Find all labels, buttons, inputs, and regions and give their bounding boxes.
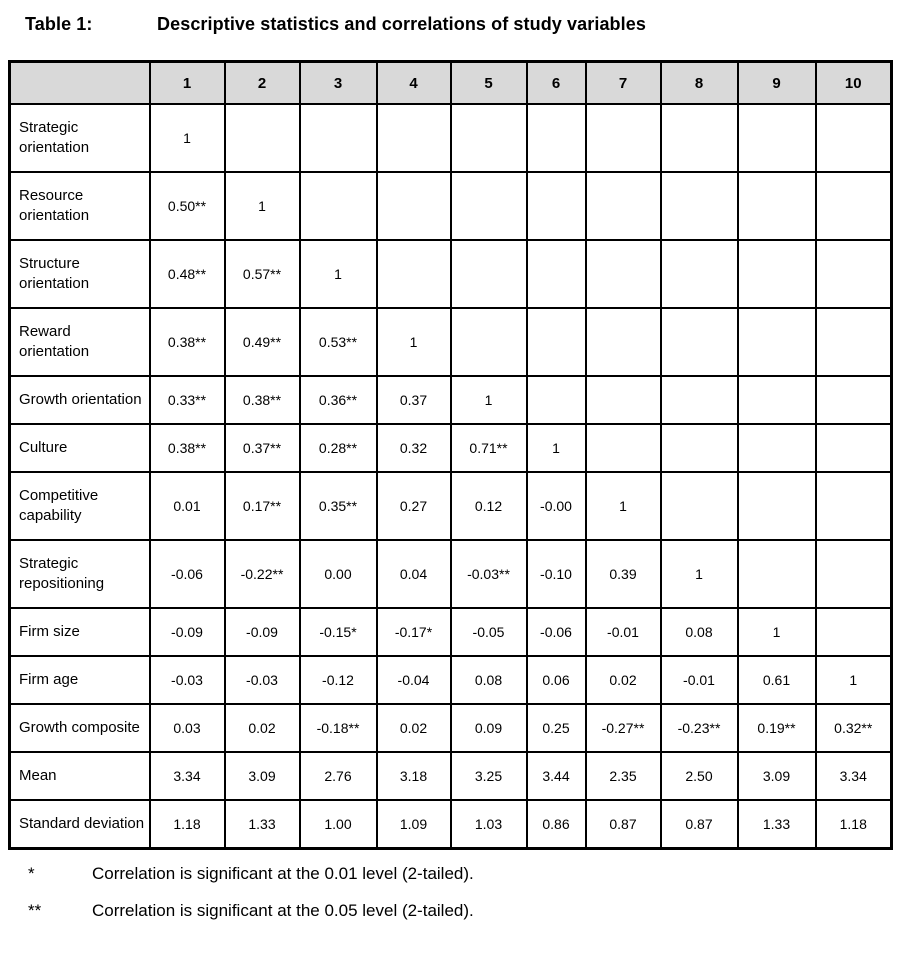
table-cell: 1.03 xyxy=(451,800,527,849)
table-cell: 1.33 xyxy=(225,800,300,849)
table-cell: 0.71** xyxy=(451,424,527,472)
table-cell: 1.18 xyxy=(816,800,892,849)
table-cell xyxy=(816,172,892,240)
table-cell xyxy=(527,240,586,308)
table-cell xyxy=(816,540,892,608)
table-cell xyxy=(816,376,892,424)
table-row xyxy=(10,800,892,849)
table-cell: -0.04 xyxy=(377,656,451,704)
table-cell: 0.02 xyxy=(225,704,300,752)
table-cell: 1 xyxy=(586,472,661,540)
table-row xyxy=(10,104,892,172)
footnote-marker: ** xyxy=(28,901,42,920)
table-cell xyxy=(816,472,892,540)
table-cell: -0.17* xyxy=(377,608,451,656)
table-cell: 0.49** xyxy=(225,308,300,376)
row-label: Strategic orientation xyxy=(10,104,150,172)
table-cell: 1 xyxy=(300,240,377,308)
table-cell: 1 xyxy=(225,172,300,240)
table-cell: 0.38** xyxy=(225,376,300,424)
table-cell xyxy=(738,104,816,172)
table-cell xyxy=(586,172,661,240)
table-cell: 1 xyxy=(816,656,892,704)
table-cell: 0.37 xyxy=(377,376,451,424)
table-cell: -0.23** xyxy=(661,704,738,752)
table-cell xyxy=(377,240,451,308)
table-cell: 0.19** xyxy=(738,704,816,752)
table-cell: 0.53** xyxy=(300,308,377,376)
table-cell xyxy=(738,308,816,376)
table-cell: 0.61 xyxy=(738,656,816,704)
table-cell xyxy=(816,308,892,376)
row-label: Resource orientation xyxy=(10,172,150,240)
table-cell: -0.06 xyxy=(527,608,586,656)
table-cell xyxy=(738,424,816,472)
footnote-text: Correlation is significant at the 0.01 level (2-tailed). xyxy=(92,864,474,883)
column-header: 3 xyxy=(300,62,377,105)
column-header: 8 xyxy=(661,62,738,105)
table-cell xyxy=(586,308,661,376)
table-cell: 0.33** xyxy=(150,376,225,424)
table-cell: 0.08 xyxy=(451,656,527,704)
column-header: 1 xyxy=(150,62,225,105)
table-cell: 1 xyxy=(661,540,738,608)
table-cell: 0.32 xyxy=(377,424,451,472)
table-cell xyxy=(586,376,661,424)
row-label: Firm size xyxy=(10,608,150,656)
table-cell: 0.02 xyxy=(586,656,661,704)
table-cell xyxy=(661,424,738,472)
table-cell: -0.03** xyxy=(451,540,527,608)
table-cell xyxy=(527,172,586,240)
table-cell: 0.02 xyxy=(377,704,451,752)
row-label: Growth composite xyxy=(10,704,150,752)
row-label: Structure orientation xyxy=(10,240,150,308)
table-cell: 1.33 xyxy=(738,800,816,849)
table-header-row xyxy=(10,62,892,105)
table-cell xyxy=(451,240,527,308)
table-cell: -0.10 xyxy=(527,540,586,608)
table-cell xyxy=(451,172,527,240)
table-cell xyxy=(586,240,661,308)
table-cell: -0.06 xyxy=(150,540,225,608)
table-cell: 0.39 xyxy=(586,540,661,608)
table-cell: 0.00 xyxy=(300,540,377,608)
table-cell: -0.03 xyxy=(225,656,300,704)
table-cell: 1 xyxy=(738,608,816,656)
table-row xyxy=(10,172,892,240)
column-header: 2 xyxy=(225,62,300,105)
table-cell xyxy=(661,240,738,308)
table-row xyxy=(10,376,892,424)
footnote-text: Correlation is significant at the 0.05 level (2-tailed). xyxy=(92,901,474,920)
table-cell: -0.05 xyxy=(451,608,527,656)
table-row xyxy=(10,608,892,656)
table-cell: 0.27 xyxy=(377,472,451,540)
row-label: Firm age xyxy=(10,656,150,704)
footnote xyxy=(28,864,890,884)
table-cell: 0.04 xyxy=(377,540,451,608)
table-cell: -0.09 xyxy=(225,608,300,656)
table-cell: 0.08 xyxy=(661,608,738,656)
column-header: 4 xyxy=(377,62,451,105)
table-cell: -0.00 xyxy=(527,472,586,540)
footnotes xyxy=(28,864,890,921)
table-cell xyxy=(816,424,892,472)
table-row xyxy=(10,704,892,752)
table-cell: -0.27** xyxy=(586,704,661,752)
table-cell: 2.50 xyxy=(661,752,738,800)
table-row xyxy=(10,752,892,800)
table-cell: -0.03 xyxy=(150,656,225,704)
table-cell: -0.22** xyxy=(225,540,300,608)
row-label: Culture xyxy=(10,424,150,472)
row-label: Growth orientation xyxy=(10,376,150,424)
table-cell xyxy=(377,104,451,172)
table-cell: 1 xyxy=(377,308,451,376)
table-cell: 0.09 xyxy=(451,704,527,752)
table-cell: 0.38** xyxy=(150,424,225,472)
table-cell: -0.18** xyxy=(300,704,377,752)
table-cell: 3.25 xyxy=(451,752,527,800)
table-cell xyxy=(816,104,892,172)
table-cell xyxy=(738,540,816,608)
column-header: 9 xyxy=(738,62,816,105)
table-cell: 0.50** xyxy=(150,172,225,240)
table-cell: 0.25 xyxy=(527,704,586,752)
table-cell: -0.09 xyxy=(150,608,225,656)
table-cell xyxy=(816,240,892,308)
table-cell: 0.57** xyxy=(225,240,300,308)
header-empty-cell xyxy=(10,62,150,105)
table-cell: 0.86 xyxy=(527,800,586,849)
table-cell: -0.12 xyxy=(300,656,377,704)
table-cell: 3.18 xyxy=(377,752,451,800)
table-cell: 0.48** xyxy=(150,240,225,308)
table-cell xyxy=(738,172,816,240)
table-cell: 0.01 xyxy=(150,472,225,540)
table-cell xyxy=(816,608,892,656)
correlation-table xyxy=(8,60,893,850)
footnote xyxy=(28,901,890,921)
table-cell xyxy=(377,172,451,240)
row-label: Reward orientation xyxy=(10,308,150,376)
table-cell: 2.35 xyxy=(586,752,661,800)
table-cell: 0.17** xyxy=(225,472,300,540)
table-cell: 0.35** xyxy=(300,472,377,540)
table-cell: 0.06 xyxy=(527,656,586,704)
table-cell: 1.09 xyxy=(377,800,451,849)
table-cell: 1.18 xyxy=(150,800,225,849)
table-cell xyxy=(661,472,738,540)
table-cell: 0.87 xyxy=(661,800,738,849)
table-cell xyxy=(661,172,738,240)
table-cell: -0.15* xyxy=(300,608,377,656)
table-cell xyxy=(738,240,816,308)
table-cell: 2.76 xyxy=(300,752,377,800)
footnote-marker: * xyxy=(28,864,35,883)
row-label: Mean xyxy=(10,752,150,800)
table-cell xyxy=(661,376,738,424)
table-cell: 3.09 xyxy=(738,752,816,800)
table-cell: 0.12 xyxy=(451,472,527,540)
table-cell xyxy=(225,104,300,172)
table-cell xyxy=(300,172,377,240)
table-row xyxy=(10,656,892,704)
table-caption xyxy=(25,14,890,35)
row-label: Standard deviation xyxy=(10,800,150,849)
table-cell: 1 xyxy=(451,376,527,424)
table-cell: 0.28** xyxy=(300,424,377,472)
table-cell: 0.37** xyxy=(225,424,300,472)
table-row xyxy=(10,424,892,472)
table-row xyxy=(10,308,892,376)
table-cell xyxy=(451,308,527,376)
table-row xyxy=(10,472,892,540)
table-cell xyxy=(451,104,527,172)
row-label: Strategic repositioning xyxy=(10,540,150,608)
table-row xyxy=(10,240,892,308)
table-cell: -0.01 xyxy=(586,608,661,656)
table-cell xyxy=(586,424,661,472)
table-cell: 0.32** xyxy=(816,704,892,752)
column-header: 6 xyxy=(527,62,586,105)
table-cell: 1 xyxy=(527,424,586,472)
table-cell: 0.38** xyxy=(150,308,225,376)
table-cell: 3.09 xyxy=(225,752,300,800)
table-cell: 3.34 xyxy=(816,752,892,800)
column-header: 10 xyxy=(816,62,892,105)
table-number: Table 1: xyxy=(25,14,93,34)
table-cell xyxy=(661,104,738,172)
row-label: Competitive capability xyxy=(10,472,150,540)
table-cell: 1 xyxy=(150,104,225,172)
table-cell xyxy=(738,472,816,540)
table-cell xyxy=(527,104,586,172)
table-cell: 3.44 xyxy=(527,752,586,800)
column-header: 7 xyxy=(586,62,661,105)
table-cell xyxy=(527,308,586,376)
table-cell xyxy=(661,308,738,376)
table-cell: 0.87 xyxy=(586,800,661,849)
table-cell xyxy=(527,376,586,424)
column-header: 5 xyxy=(451,62,527,105)
table-cell xyxy=(300,104,377,172)
table-cell: 0.03 xyxy=(150,704,225,752)
table-cell xyxy=(586,104,661,172)
table-cell xyxy=(738,376,816,424)
table-cell: 0.36** xyxy=(300,376,377,424)
table-body xyxy=(10,104,892,849)
table-title: Descriptive statistics and correlations of study variables xyxy=(157,14,646,34)
table-cell: 1.00 xyxy=(300,800,377,849)
table-cell: -0.01 xyxy=(661,656,738,704)
table-cell: 3.34 xyxy=(150,752,225,800)
table-row xyxy=(10,540,892,608)
